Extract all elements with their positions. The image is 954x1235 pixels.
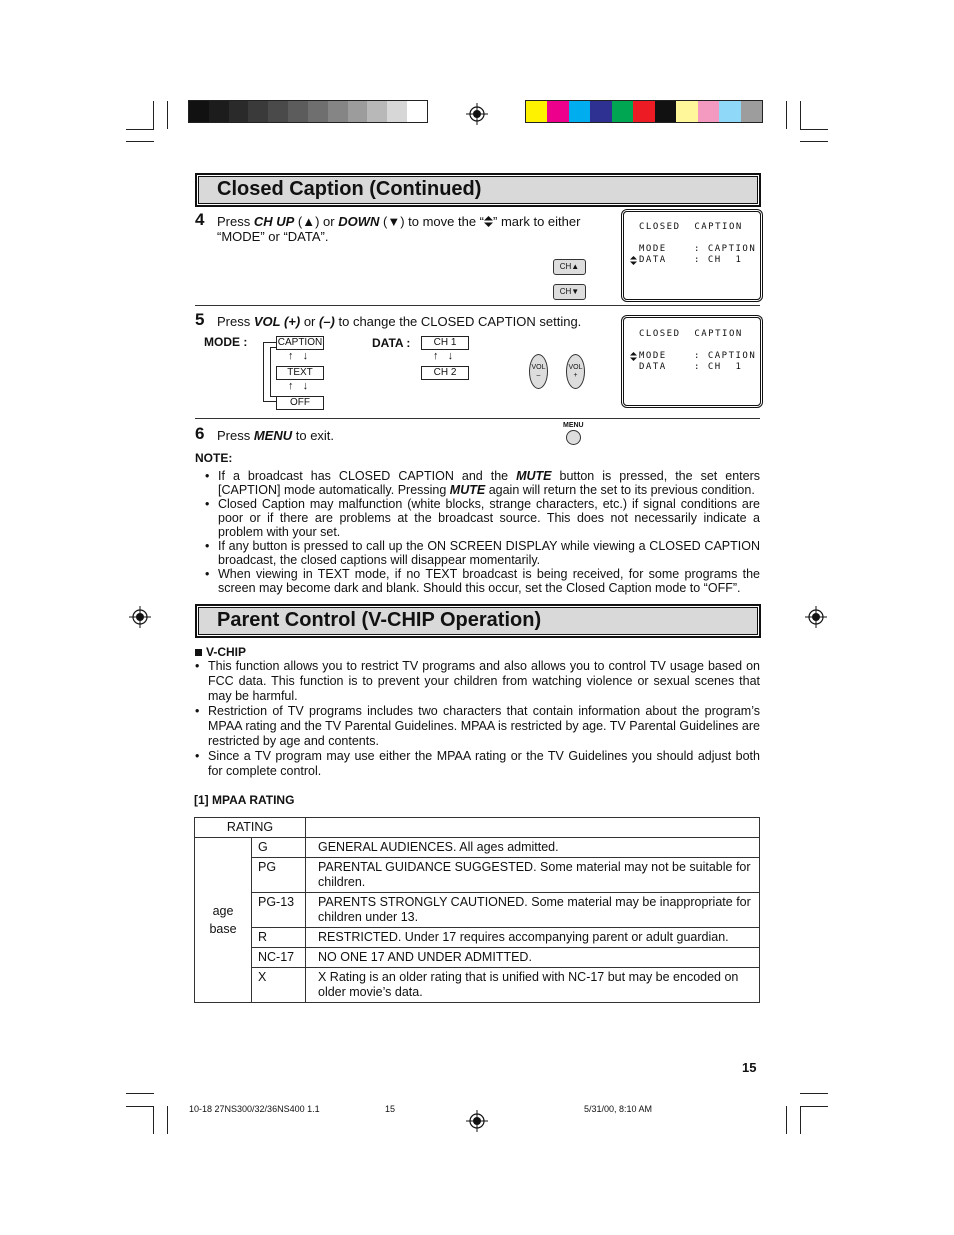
note-heading: NOTE: (195, 451, 233, 465)
crop-mark (800, 1093, 828, 1094)
text: to change the CLOSED CAPTION setting. (334, 314, 582, 329)
table-row (195, 893, 760, 928)
up-down-arrow-icon (484, 216, 493, 227)
note-item: • When viewing in TEXT mode, if no TEXT broadcast is being received, for some programs the screen may become dark and blank. Should this occur, set the Closed Caption mode to “OFF”. (205, 567, 760, 595)
file-info: 10-18 27NS300/32/36NS400 1.1 (189, 1104, 320, 1114)
section-title: Closed Caption (Continued) (217, 178, 482, 200)
color-swatch (719, 101, 740, 122)
step-5-instruction (217, 314, 617, 329)
step-4-instruction (217, 214, 597, 244)
table-header-empty (306, 818, 760, 838)
color-swatch (229, 101, 249, 122)
crop-mark (126, 1093, 154, 1094)
osd-screen-step4 (623, 211, 761, 300)
mode-cycle-line (270, 347, 271, 397)
color-swatch (741, 101, 762, 122)
registration-target-icon (466, 1110, 488, 1132)
ch-up-button[interactable]: CH▲ (553, 259, 586, 275)
step-number: 6 (195, 424, 205, 443)
table-row (195, 968, 760, 1003)
grayscale-color-bar (188, 100, 428, 123)
mode-cycle-line (263, 342, 264, 402)
osd-label: MODE (639, 351, 667, 361)
rating-desc: X Rating is an older rating that is unified with NC-17 but may be encoded on older movie’s data. (306, 968, 760, 1003)
color-swatch (248, 101, 268, 122)
registration-target-icon (129, 606, 151, 628)
mode-option-off: OFF (276, 396, 324, 410)
table-row (195, 928, 760, 948)
vchip-bullet-list (195, 659, 760, 779)
crop-mark (786, 1106, 787, 1134)
rating-code: R (252, 928, 306, 948)
color-swatch (655, 101, 676, 122)
note-item (205, 469, 760, 497)
mode-label: MODE : (204, 335, 248, 349)
crop-mark (167, 1106, 168, 1134)
osd-value: : CH 1 (694, 255, 743, 265)
crop-mark (800, 1106, 828, 1107)
vol-plus-label: VOL + (568, 364, 583, 379)
page-number: 15 (742, 1060, 757, 1075)
crop-mark (167, 101, 168, 129)
divider (195, 305, 760, 306)
color-swatch (407, 101, 427, 122)
key-name: MUTE (516, 469, 552, 483)
table-row (195, 858, 760, 893)
text: Press (217, 314, 254, 329)
vol-minus-label: VOL – (531, 364, 546, 379)
footer-page: 15 (385, 1104, 396, 1114)
color-swatch (569, 101, 590, 122)
osd-label: DATA (639, 255, 667, 265)
osd-value: : CH 1 (694, 362, 743, 372)
section-title: Parent Control (V-CHIP Operation) (217, 609, 542, 631)
vchip-bullet: • Restriction of TV programs includes two characters that contain information about the program’s MPAA rating and the TV Parental Guidelines. MPAA is restricted by age. TV Parental Guidelines are restricted by age and contents. (195, 704, 760, 749)
color-swatch (348, 101, 368, 122)
arrows-icon: ↑ ↓ (433, 350, 454, 362)
color-swatch (387, 101, 407, 122)
note-list (205, 469, 760, 595)
key-name: DOWN (338, 214, 380, 229)
osd-label: MODE (639, 244, 667, 254)
key-name: (–) (319, 314, 335, 329)
table-header-rating: RATING (195, 818, 306, 838)
menu-button-label: MENU (563, 422, 584, 429)
divider (195, 418, 760, 419)
text: button is pressed, the set enters [CAPTION] mode automatically. Pressing (218, 469, 760, 497)
key-name: CH UP (253, 214, 295, 229)
text: to exit. (292, 428, 335, 443)
crop-mark (800, 1106, 801, 1134)
rating-desc: NO ONE 17 AND UNDER ADMITTED. (306, 948, 760, 968)
text: If a broadcast has CLOSED CAPTION and the (218, 469, 517, 483)
step-number: 5 (195, 310, 205, 329)
text: ” mark to either “MODE” or “DATA”. (217, 214, 581, 244)
rating-code: G (252, 838, 306, 858)
arrows-icon: ↑ ↓ (288, 380, 309, 392)
color-swatch (633, 101, 654, 122)
color-swatch (526, 101, 547, 122)
vol-minus-button[interactable] (529, 354, 548, 389)
color-swatch (676, 101, 697, 122)
text: again will return the set to its previous condition. (485, 483, 755, 497)
registration-target-icon (466, 103, 488, 125)
key-name: MENU (253, 428, 293, 443)
crop-mark (800, 129, 828, 130)
color-swatch (308, 101, 328, 122)
color-swatch (698, 101, 719, 122)
color-swatch (288, 101, 308, 122)
color-swatch (612, 101, 633, 122)
step-6-instruction (217, 428, 517, 443)
rating-desc: GENERAL AUDIENCES. All ages admitted. (306, 838, 760, 858)
text: or (300, 314, 319, 329)
crop-mark (800, 141, 828, 142)
data-option-ch1: CH 1 (421, 336, 469, 350)
rating-desc: RESTRICTED. Under 17 requires accompanying parent or adult guardian. (306, 928, 760, 948)
mode-option-caption: CAPTION (277, 337, 323, 348)
mpaa-rating-table (194, 817, 760, 1003)
color-swatch (268, 101, 288, 122)
mpaa-heading: [1] MPAA RATING (194, 793, 295, 807)
up-down-arrow-icon (630, 256, 637, 265)
osd-label: DATA (639, 362, 667, 372)
table-header-row (195, 818, 760, 838)
data-option-ch2: CH 2 (421, 366, 469, 380)
vchip-bullet: • This function allows you to restrict TV programs and also allows you to control TV usage based on FCC data. This function is to prevent your children from watching violence or sexual scenes that may be harmful. (195, 659, 760, 704)
rating-code: PG (252, 858, 306, 893)
osd-value: : CAPTION (694, 351, 757, 361)
cmyk-color-bar (525, 100, 763, 123)
arrows-icon: ↑ ↓ (288, 350, 309, 362)
rating-desc: PARENTS STRONGLY CAUTIONED. Some material may be inappropriate for children under 13. (306, 893, 760, 928)
section-header-parent-control (195, 604, 761, 638)
registration-target-icon (805, 606, 827, 628)
rating-code: PG-13 (252, 893, 306, 928)
osd-value: : CAPTION (694, 244, 757, 254)
crop-mark (126, 141, 154, 142)
vchip-heading (195, 645, 246, 659)
color-swatch (547, 101, 568, 122)
color-swatch (328, 101, 348, 122)
note-item: • If any button is pressed to call up the ON SCREEN DISPLAY while viewing a CLOSED CAPTION broadcast, the closed captions will disappear momentarily. (205, 539, 760, 567)
osd-title: CLOSED CAPTION (639, 329, 743, 339)
mode-cycle-line (263, 401, 276, 402)
crop-mark (153, 1106, 154, 1134)
up-down-arrow-icon (630, 352, 637, 361)
osd-title: CLOSED CAPTION (639, 222, 743, 232)
vol-plus-button[interactable] (566, 354, 585, 389)
data-label: DATA : (372, 336, 411, 350)
text: Press (217, 214, 254, 229)
step-number: 4 (195, 210, 205, 229)
color-swatch (590, 101, 611, 122)
text: (▼) to move the “ (379, 214, 485, 229)
vchip-bullet: • Since a TV program may use either the MPAA rating or the TV Guidelines you should adjust both for complete control. (195, 749, 760, 779)
osd-screen-step5 (623, 317, 761, 406)
rating-code: NC-17 (252, 948, 306, 968)
key-name: VOL (+) (253, 314, 301, 329)
ch-down-button[interactable]: CH▼ (553, 284, 586, 300)
color-swatch (367, 101, 387, 122)
text: age (212, 904, 234, 918)
note-item: • Closed Caption may malfunction (white blocks, strange characters, etc.) if signal conditions are poor or if there are problems at the broadcast source. This does not necessarily indicate a problem with your set. (205, 497, 760, 539)
color-swatch (189, 101, 209, 122)
table-row (195, 948, 760, 968)
mode-option-text: TEXT (276, 366, 324, 380)
text: base (209, 922, 237, 936)
color-swatch (209, 101, 229, 122)
crop-mark (126, 1106, 154, 1107)
crop-mark (153, 101, 154, 129)
crop-mark (800, 101, 801, 129)
crop-mark (126, 129, 154, 130)
menu-button[interactable] (566, 430, 581, 445)
square-bullet-icon (195, 649, 202, 656)
timestamp: 5/31/00, 8:10 AM (584, 1104, 653, 1114)
mode-cycle-line (263, 342, 276, 343)
text: Press (217, 428, 254, 443)
crop-mark (786, 101, 787, 129)
text: (▲) or (294, 214, 339, 229)
table-row (195, 838, 760, 858)
key-name: MUTE (449, 483, 486, 497)
text: V-CHIP (206, 645, 247, 659)
section-header-closed-caption (195, 173, 761, 207)
age-base-cell (195, 838, 252, 1003)
rating-desc: PARENTAL GUIDANCE SUGGESTED. Some material may not be suitable for children. (306, 858, 760, 893)
rating-code: X (252, 968, 306, 1003)
